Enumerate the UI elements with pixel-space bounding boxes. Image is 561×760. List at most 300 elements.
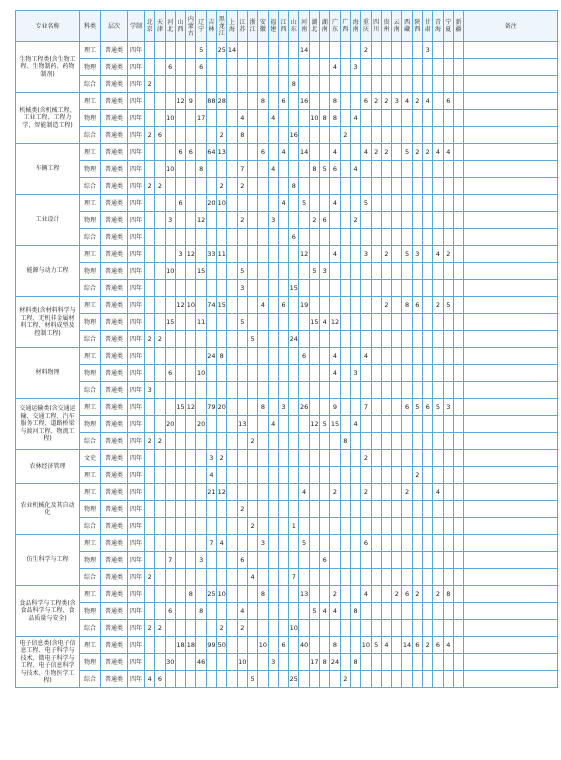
quota-cell bbox=[237, 467, 247, 484]
quota-cell bbox=[227, 297, 237, 314]
quota-cell: 2 bbox=[155, 620, 165, 637]
quota-cell bbox=[412, 450, 422, 467]
quota-cell bbox=[361, 229, 371, 246]
quota-cell bbox=[392, 433, 402, 450]
quota-cell bbox=[412, 552, 422, 569]
quota-cell bbox=[278, 518, 288, 535]
quota-cell bbox=[186, 314, 196, 331]
quota-cell bbox=[361, 263, 371, 280]
quota-cell bbox=[381, 59, 391, 76]
quota-cell bbox=[165, 195, 175, 212]
quota-cell bbox=[443, 229, 453, 246]
level-cell: 普通类 bbox=[101, 637, 128, 654]
quota-cell bbox=[155, 399, 165, 416]
quota-cell bbox=[309, 501, 319, 518]
quota-cell bbox=[299, 127, 309, 144]
quota-cell: 14 bbox=[299, 42, 309, 59]
remark-cell bbox=[464, 42, 558, 59]
table-row bbox=[16, 552, 558, 569]
quota-cell: 5 bbox=[402, 246, 412, 263]
quota-cell: 2 bbox=[361, 42, 371, 59]
quota-cell: 6 bbox=[186, 144, 196, 161]
quota-cell bbox=[206, 552, 216, 569]
major-name: 农林经济管理 bbox=[16, 450, 80, 484]
quota-cell bbox=[289, 603, 299, 620]
quota-cell bbox=[289, 144, 299, 161]
quota-cell bbox=[186, 450, 196, 467]
duration-cell: 四年 bbox=[128, 263, 145, 280]
quota-cell bbox=[443, 501, 453, 518]
quota-cell bbox=[258, 314, 268, 331]
quota-cell bbox=[289, 586, 299, 603]
quota-cell bbox=[453, 501, 463, 518]
quota-cell bbox=[443, 620, 453, 637]
quota-cell: 4 bbox=[237, 110, 247, 127]
quota-cell bbox=[443, 314, 453, 331]
quota-cell bbox=[268, 331, 278, 348]
quota-cell bbox=[453, 314, 463, 331]
quota-cell bbox=[175, 416, 185, 433]
quota-cell bbox=[145, 603, 155, 620]
quota-cell bbox=[371, 569, 381, 586]
quota-cell bbox=[278, 331, 288, 348]
quota-cell: 11 bbox=[217, 246, 227, 263]
quota-cell bbox=[320, 637, 330, 654]
quota-cell bbox=[392, 178, 402, 195]
quota-cell: 5 bbox=[309, 603, 319, 620]
quota-cell bbox=[361, 127, 371, 144]
quota-cell bbox=[371, 654, 381, 671]
quota-cell: 6 bbox=[433, 637, 443, 654]
quota-cell bbox=[433, 433, 443, 450]
quota-cell bbox=[289, 348, 299, 365]
quota-cell bbox=[350, 93, 360, 110]
quota-cell: 50 bbox=[217, 637, 227, 654]
quota-cell: 15 bbox=[196, 263, 206, 280]
quota-cell: 4 bbox=[320, 314, 330, 331]
quota-cell bbox=[145, 297, 155, 314]
subject-cell: 理工 bbox=[80, 399, 101, 416]
quota-cell bbox=[381, 263, 391, 280]
level-cell: 普通类 bbox=[101, 59, 128, 76]
quota-cell bbox=[217, 280, 227, 297]
quota-cell: 4 bbox=[433, 144, 443, 161]
quota-cell bbox=[299, 314, 309, 331]
quota-cell bbox=[217, 331, 227, 348]
quota-cell bbox=[196, 348, 206, 365]
quota-cell: 3 bbox=[350, 59, 360, 76]
quota-cell bbox=[155, 518, 165, 535]
quota-cell bbox=[196, 535, 206, 552]
quota-cell bbox=[247, 195, 257, 212]
quota-cell: 6 bbox=[165, 59, 175, 76]
quota-cell bbox=[433, 263, 443, 280]
quota-cell bbox=[402, 501, 412, 518]
quota-cell bbox=[423, 348, 433, 365]
quota-cell bbox=[217, 501, 227, 518]
quota-cell: 6 bbox=[320, 552, 330, 569]
quota-cell: 6 bbox=[175, 144, 185, 161]
table-row bbox=[16, 450, 558, 467]
quota-cell bbox=[453, 195, 463, 212]
duration-cell: 四年 bbox=[128, 586, 145, 603]
quota-cell: 20 bbox=[196, 416, 206, 433]
header-province: 重庆 bbox=[361, 11, 371, 42]
quota-cell bbox=[361, 671, 371, 688]
table-row bbox=[16, 195, 558, 212]
quota-cell bbox=[237, 382, 247, 399]
quota-cell bbox=[402, 467, 412, 484]
quota-cell bbox=[433, 178, 443, 195]
quota-cell bbox=[361, 297, 371, 314]
quota-cell bbox=[423, 246, 433, 263]
quota-cell: 3 bbox=[268, 212, 278, 229]
quota-cell: 6 bbox=[443, 93, 453, 110]
quota-cell bbox=[340, 246, 350, 263]
quota-cell bbox=[217, 59, 227, 76]
quota-cell bbox=[155, 603, 165, 620]
table-row bbox=[16, 467, 558, 484]
major-name: 生物工程类(含生物工程、生物制药、药物制剂) bbox=[16, 42, 80, 93]
quota-cell bbox=[340, 263, 350, 280]
level-cell: 普通类 bbox=[101, 127, 128, 144]
quota-cell bbox=[289, 365, 299, 382]
quota-cell bbox=[186, 382, 196, 399]
quota-cell bbox=[289, 246, 299, 263]
quota-cell: 2 bbox=[155, 178, 165, 195]
quota-cell bbox=[237, 144, 247, 161]
table-row bbox=[16, 314, 558, 331]
subject-cell: 理工 bbox=[80, 144, 101, 161]
quota-cell bbox=[278, 280, 288, 297]
quota-cell bbox=[412, 263, 422, 280]
quota-cell bbox=[423, 450, 433, 467]
level-cell: 普通类 bbox=[101, 671, 128, 688]
quota-cell bbox=[258, 195, 268, 212]
quota-cell: 12 bbox=[175, 93, 185, 110]
quota-cell bbox=[175, 314, 185, 331]
quota-cell bbox=[268, 297, 278, 314]
quota-cell: 5 bbox=[433, 399, 443, 416]
quota-cell: 2 bbox=[155, 331, 165, 348]
quota-cell: 8 bbox=[320, 654, 330, 671]
level-cell: 普通类 bbox=[101, 535, 128, 552]
quota-cell bbox=[145, 195, 155, 212]
remark-cell bbox=[464, 416, 558, 433]
duration-cell: 四年 bbox=[128, 620, 145, 637]
subject-cell: 物理 bbox=[80, 603, 101, 620]
quota-cell: 4 bbox=[268, 161, 278, 178]
quota-cell bbox=[175, 382, 185, 399]
quota-cell bbox=[309, 552, 319, 569]
quota-cell bbox=[268, 467, 278, 484]
quota-cell bbox=[289, 484, 299, 501]
quota-cell: 79 bbox=[206, 399, 216, 416]
quota-cell bbox=[371, 416, 381, 433]
quota-cell bbox=[227, 331, 237, 348]
level-cell: 普通类 bbox=[101, 501, 128, 518]
header-province: 甘肃 bbox=[423, 11, 433, 42]
quota-cell bbox=[320, 42, 330, 59]
quota-cell bbox=[453, 42, 463, 59]
quota-cell bbox=[350, 501, 360, 518]
quota-cell bbox=[412, 620, 422, 637]
quota-cell bbox=[371, 246, 381, 263]
quota-cell: 3 bbox=[361, 246, 371, 263]
quota-cell: 2 bbox=[371, 144, 381, 161]
quota-cell: 8 bbox=[237, 127, 247, 144]
quota-cell bbox=[350, 178, 360, 195]
quota-cell bbox=[247, 280, 257, 297]
quota-cell: 2 bbox=[381, 297, 391, 314]
quota-cell bbox=[392, 518, 402, 535]
quota-cell bbox=[340, 484, 350, 501]
table-row bbox=[16, 331, 558, 348]
quota-cell bbox=[299, 110, 309, 127]
quota-cell bbox=[361, 212, 371, 229]
quota-cell bbox=[227, 535, 237, 552]
quota-cell bbox=[196, 569, 206, 586]
quota-cell bbox=[145, 212, 155, 229]
quota-cell bbox=[453, 518, 463, 535]
quota-cell: 20 bbox=[206, 195, 216, 212]
quota-cell bbox=[196, 144, 206, 161]
quota-cell bbox=[227, 671, 237, 688]
quota-cell: 8 bbox=[258, 586, 268, 603]
header-province: 河北 bbox=[165, 11, 175, 42]
quota-cell: 4 bbox=[330, 59, 340, 76]
quota-cell bbox=[175, 348, 185, 365]
quota-cell: 4 bbox=[330, 246, 340, 263]
quota-cell bbox=[175, 127, 185, 144]
quota-cell bbox=[453, 603, 463, 620]
subject-cell: 物理 bbox=[80, 314, 101, 331]
quota-cell bbox=[247, 654, 257, 671]
quota-cell bbox=[371, 314, 381, 331]
quota-cell bbox=[237, 297, 247, 314]
quota-cell bbox=[381, 212, 391, 229]
quota-cell bbox=[206, 620, 216, 637]
quota-cell bbox=[206, 365, 216, 382]
quota-cell bbox=[443, 161, 453, 178]
remark-cell bbox=[464, 246, 558, 263]
quota-cell bbox=[423, 365, 433, 382]
quota-cell bbox=[423, 586, 433, 603]
quota-cell: 4 bbox=[330, 603, 340, 620]
quota-cell bbox=[258, 620, 268, 637]
level-cell: 普通类 bbox=[101, 552, 128, 569]
quota-cell bbox=[402, 76, 412, 93]
quota-cell bbox=[309, 59, 319, 76]
quota-cell: 25 bbox=[206, 586, 216, 603]
quota-cell bbox=[299, 229, 309, 246]
quota-cell bbox=[423, 416, 433, 433]
quota-cell bbox=[165, 246, 175, 263]
quota-cell bbox=[361, 314, 371, 331]
quota-cell bbox=[186, 552, 196, 569]
quota-cell bbox=[381, 433, 391, 450]
quota-cell bbox=[392, 671, 402, 688]
quota-cell bbox=[433, 569, 443, 586]
quota-cell bbox=[289, 382, 299, 399]
quota-cell: 15 bbox=[165, 314, 175, 331]
quota-cell bbox=[186, 59, 196, 76]
quota-cell bbox=[350, 246, 360, 263]
quota-cell bbox=[423, 59, 433, 76]
quota-cell bbox=[289, 501, 299, 518]
quota-cell: 20 bbox=[217, 399, 227, 416]
quota-cell bbox=[227, 195, 237, 212]
quota-cell: 17 bbox=[196, 110, 206, 127]
quota-cell bbox=[320, 93, 330, 110]
quota-cell bbox=[217, 161, 227, 178]
quota-cell bbox=[155, 42, 165, 59]
quota-cell bbox=[145, 161, 155, 178]
quota-cell bbox=[350, 144, 360, 161]
quota-cell bbox=[309, 42, 319, 59]
quota-cell bbox=[145, 59, 155, 76]
quota-cell: 4 bbox=[237, 603, 247, 620]
quota-cell bbox=[145, 535, 155, 552]
quota-cell bbox=[268, 603, 278, 620]
quota-cell: 6 bbox=[237, 552, 247, 569]
quota-cell bbox=[402, 535, 412, 552]
quota-cell bbox=[145, 467, 155, 484]
quota-cell bbox=[299, 433, 309, 450]
quota-cell bbox=[175, 484, 185, 501]
quota-cell: 2 bbox=[237, 212, 247, 229]
quota-cell: 6 bbox=[402, 399, 412, 416]
quota-cell: 12 bbox=[175, 297, 185, 314]
quota-cell bbox=[371, 297, 381, 314]
level-cell: 普通类 bbox=[101, 433, 128, 450]
quota-cell bbox=[206, 569, 216, 586]
quota-cell bbox=[392, 416, 402, 433]
quota-cell bbox=[258, 42, 268, 59]
quota-cell: 6 bbox=[320, 212, 330, 229]
quota-cell bbox=[433, 603, 443, 620]
quota-cell: 20 bbox=[165, 416, 175, 433]
quota-cell: 15 bbox=[330, 416, 340, 433]
quota-cell bbox=[381, 450, 391, 467]
quota-cell bbox=[340, 637, 350, 654]
quota-cell bbox=[371, 535, 381, 552]
quota-cell bbox=[412, 127, 422, 144]
quota-cell bbox=[165, 535, 175, 552]
quota-cell bbox=[412, 348, 422, 365]
quota-cell bbox=[350, 229, 360, 246]
quota-cell: 4 bbox=[299, 484, 309, 501]
quota-cell: 2 bbox=[381, 93, 391, 110]
quota-cell bbox=[412, 195, 422, 212]
remark-cell bbox=[464, 280, 558, 297]
quota-cell bbox=[186, 178, 196, 195]
quota-cell: 2 bbox=[423, 637, 433, 654]
quota-cell bbox=[340, 195, 350, 212]
quota-cell bbox=[340, 535, 350, 552]
quota-cell bbox=[206, 212, 216, 229]
level-cell: 普通类 bbox=[101, 450, 128, 467]
quota-cell bbox=[443, 263, 453, 280]
quota-cell bbox=[206, 42, 216, 59]
quota-cell: 12 bbox=[217, 484, 227, 501]
table-row bbox=[16, 382, 558, 399]
quota-cell bbox=[145, 416, 155, 433]
quota-cell: 2 bbox=[155, 433, 165, 450]
quota-cell bbox=[268, 552, 278, 569]
quota-cell bbox=[227, 144, 237, 161]
table-row bbox=[16, 671, 558, 688]
quota-cell bbox=[258, 280, 268, 297]
quota-cell bbox=[412, 110, 422, 127]
quota-cell bbox=[299, 450, 309, 467]
quota-cell bbox=[206, 161, 216, 178]
quota-cell bbox=[227, 416, 237, 433]
quota-cell bbox=[289, 552, 299, 569]
quota-cell: 15 bbox=[289, 280, 299, 297]
subject-cell: 综合 bbox=[80, 331, 101, 348]
quota-cell bbox=[165, 297, 175, 314]
header-province: 江苏 bbox=[237, 11, 247, 42]
header-province: 青海 bbox=[433, 11, 443, 42]
quota-cell bbox=[371, 161, 381, 178]
quota-cell bbox=[433, 76, 443, 93]
quota-cell bbox=[165, 467, 175, 484]
quota-cell: 2 bbox=[217, 450, 227, 467]
level-cell: 普通类 bbox=[101, 586, 128, 603]
table-row bbox=[16, 484, 558, 501]
quota-cell bbox=[330, 331, 340, 348]
quota-cell bbox=[423, 467, 433, 484]
duration-cell: 四年 bbox=[128, 416, 145, 433]
quota-cell bbox=[340, 314, 350, 331]
quota-cell bbox=[217, 365, 227, 382]
quota-cell: 40 bbox=[299, 637, 309, 654]
quota-cell bbox=[206, 314, 216, 331]
quota-cell bbox=[423, 654, 433, 671]
quota-cell bbox=[350, 552, 360, 569]
subject-cell: 理工 bbox=[80, 93, 101, 110]
table-row bbox=[16, 518, 558, 535]
quota-cell bbox=[186, 467, 196, 484]
quota-cell bbox=[217, 314, 227, 331]
duration-cell: 四年 bbox=[128, 518, 145, 535]
quota-cell bbox=[175, 59, 185, 76]
quota-cell bbox=[217, 603, 227, 620]
subject-cell: 理工 bbox=[80, 348, 101, 365]
remark-cell bbox=[464, 552, 558, 569]
quota-cell: 64 bbox=[206, 144, 216, 161]
quota-cell bbox=[155, 654, 165, 671]
quota-cell bbox=[402, 552, 412, 569]
quota-cell bbox=[433, 195, 443, 212]
quota-cell bbox=[165, 127, 175, 144]
quota-cell: 6 bbox=[289, 229, 299, 246]
quota-cell bbox=[196, 671, 206, 688]
quota-cell bbox=[268, 93, 278, 110]
major-name: 机械类(含机械工程、工业工程、工程力学、智能制造工程) bbox=[16, 93, 80, 144]
quota-cell bbox=[268, 569, 278, 586]
quota-cell bbox=[340, 620, 350, 637]
quota-cell bbox=[340, 76, 350, 93]
quota-cell: 5 bbox=[299, 535, 309, 552]
quota-cell bbox=[443, 671, 453, 688]
level-cell: 普通类 bbox=[101, 212, 128, 229]
major-name: 电子信息类(含电子信息工程、电子科学与技术、微电子科学与工程、电子信息科学与技术、生物医学工程) bbox=[16, 637, 80, 688]
quota-cell bbox=[196, 246, 206, 263]
quota-cell bbox=[453, 586, 463, 603]
quota-cell: 8 bbox=[330, 637, 340, 654]
